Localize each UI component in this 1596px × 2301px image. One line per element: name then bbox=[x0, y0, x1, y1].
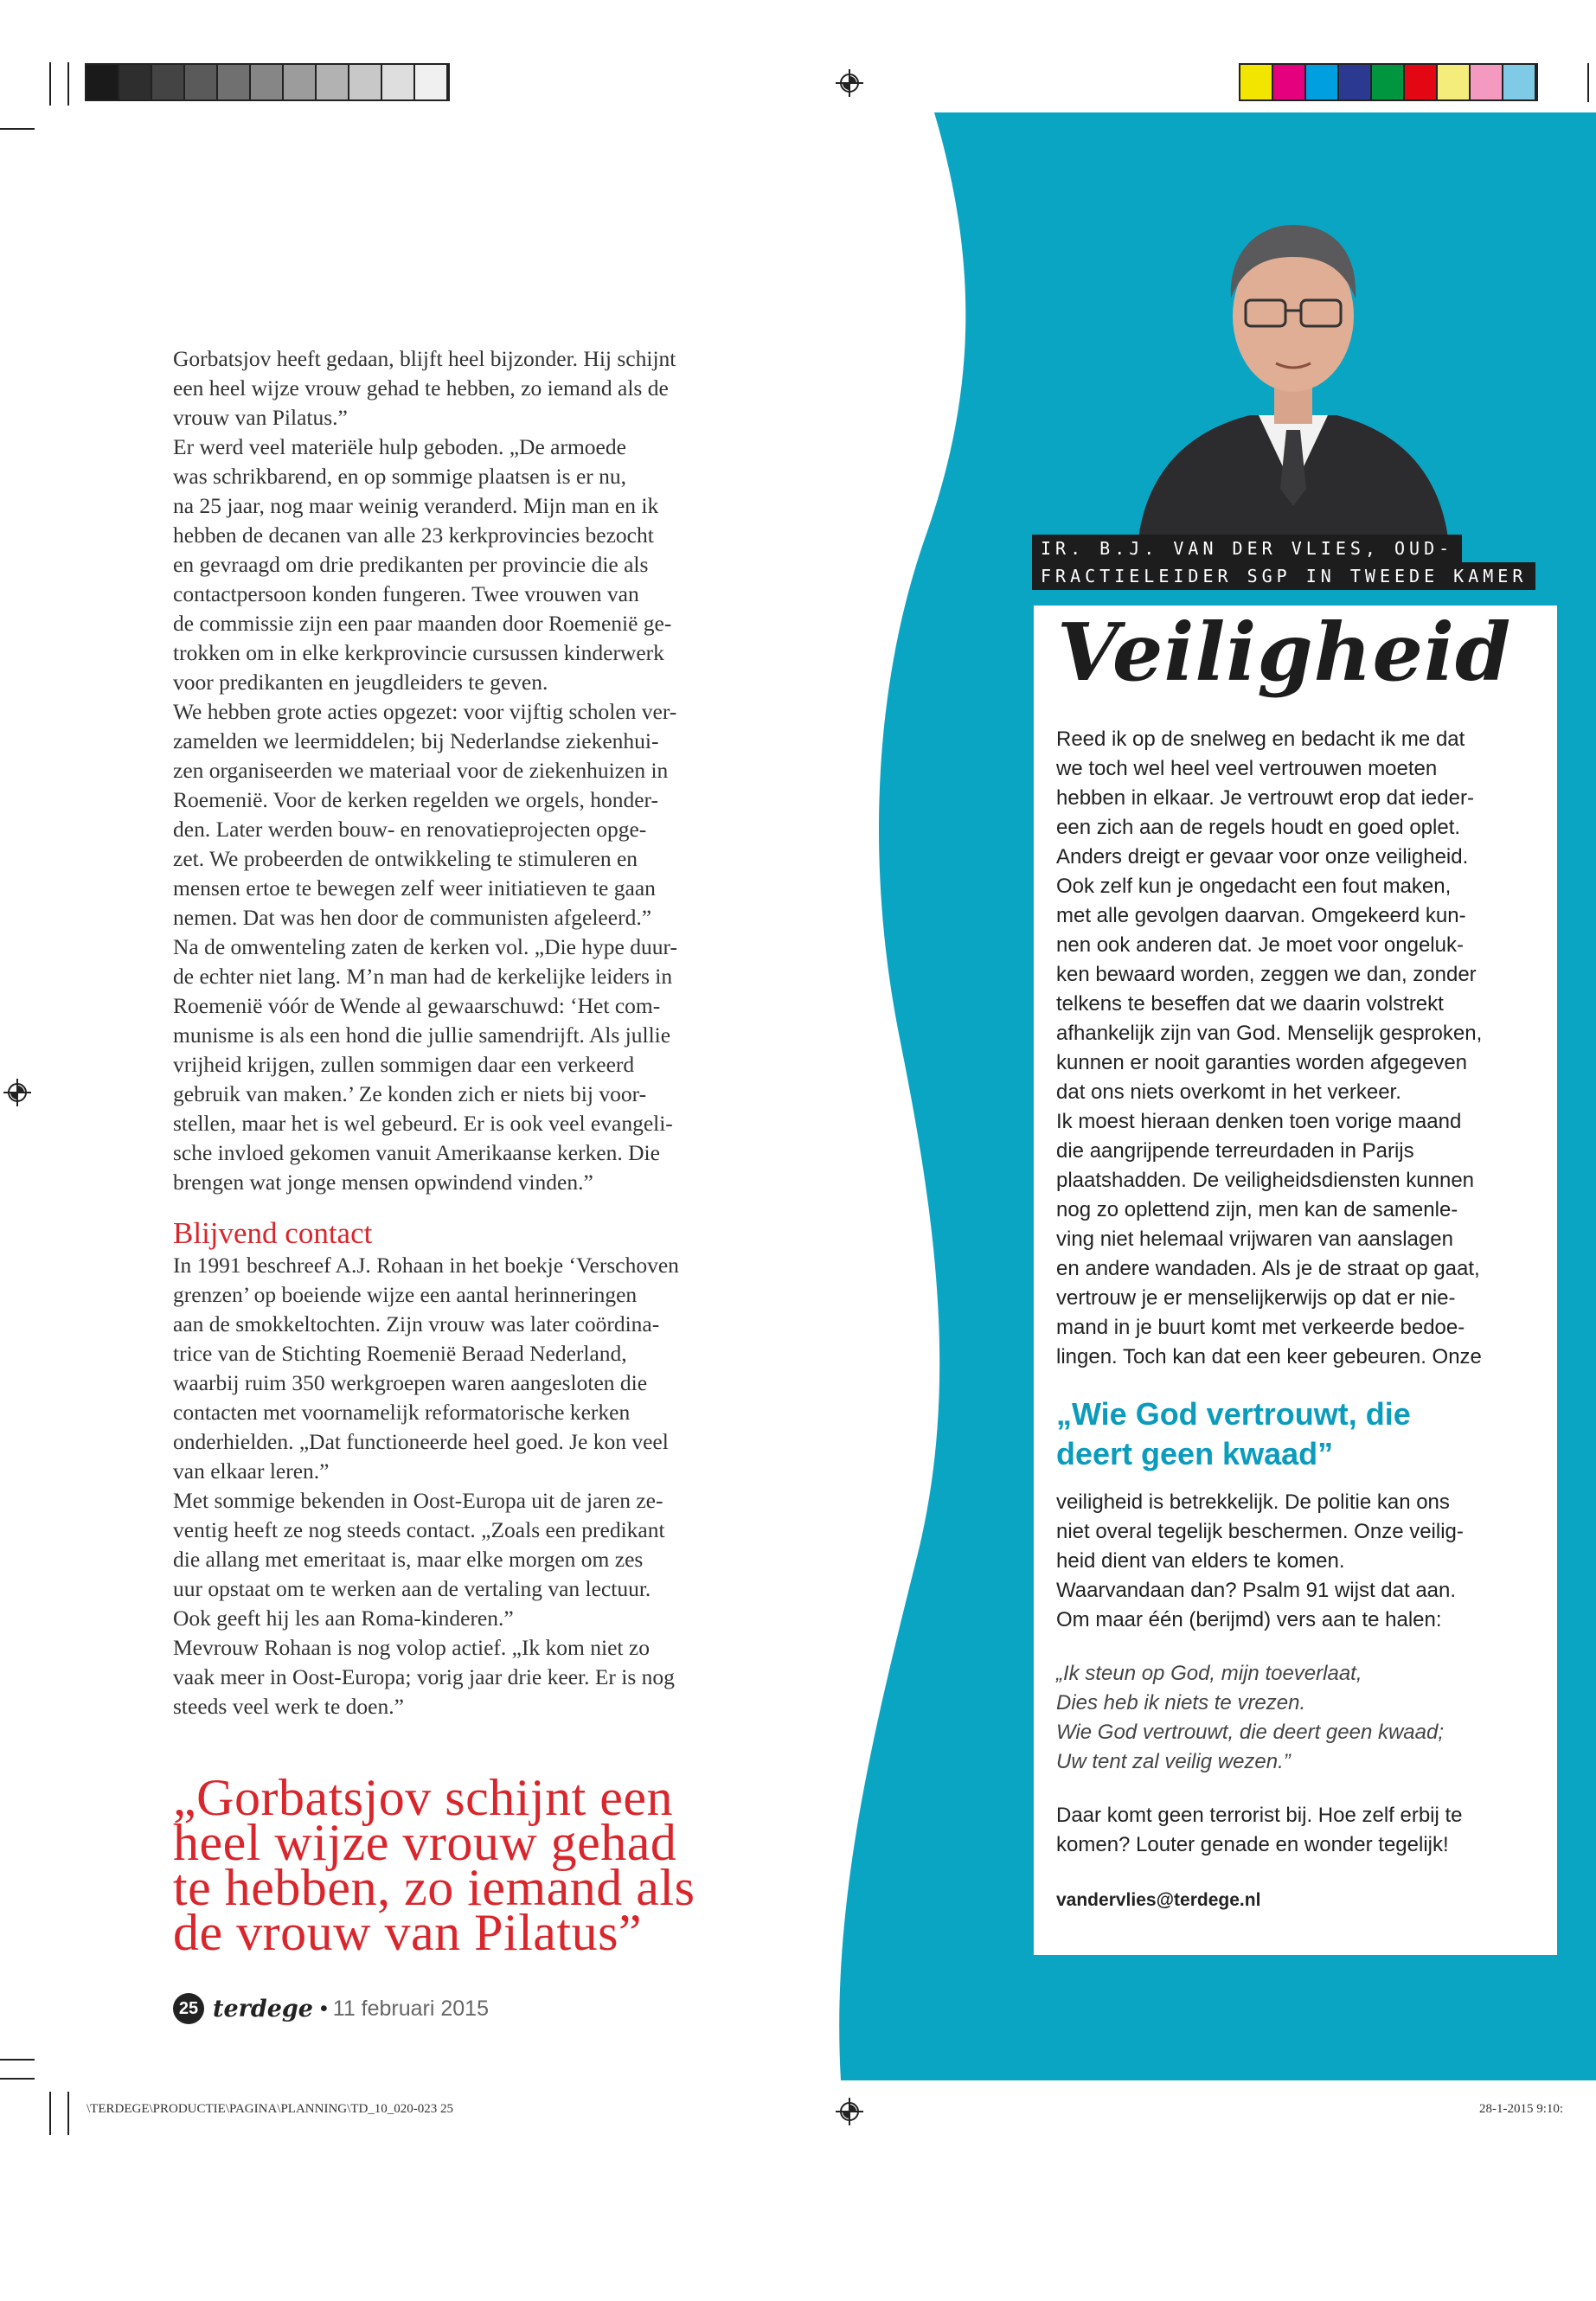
column-paragraph: Reed ik op de snelweg en bedacht ik me dat we toch wel heel veel vertrouwen moeten hebben in elkaar. Je vertrouwt erop dat ieder- een zich aan de regels houdt en goed oplet. Anders dreigt er gevaar voor onze veiligheid. Ook zelf kun je ongedacht een fout maken, met alle gevolgen daarvan. Omgekeerd kun- nen ook anderen dat. Je moet voor ongeluk- ken bewaard worden, zeggen we dan, zonder telkens te beseffen dat we daarin volstrekt afhankelijk zijn van God. Menselijk gesproken, kunnen er nooit garanties worden afgegeven dat ons niets overkomt in het verkeer. bbox=[1056, 727, 1483, 1104]
article-paragraph: Na de omwenteling zaten de kerken vol. „Die hype duur- de echter niet lang. M’n man had de kerkelijke leiders in Roemenië vóór de Wende al gewaarschuwd: ‘Het com- munisme is als een hond die jullie samendrijft. Als jullie vrijheid krijgen, zullen sommigen daar een verkeerd gebruik van maken.’ Ze konden zich er niets bij voor- stellen, maar het is wel gebeurd. Er is ook veel evangeli- sche invloed gekomen vanuit Amerikaanse kerken. Die brengen wat jonge mensen opwindend vinden.” bbox=[173, 934, 677, 1195]
author-portrait bbox=[1129, 203, 1458, 545]
column-paragraph: veiligheid is betrekkelijk. De politie kan ons niet overal tegelijk beschermen. Onze veilig- heid dient van elders te komen. Waarvandaan dan? Psalm 91 wijst dat aan. Om maar één (berijmd) vers aan te halen: bbox=[1056, 1490, 1464, 1631]
column-paragraph: Ik moest hieraan denken toen vorige maand die aangrijpende terreurdaden in Parijs plaatshadden. De veiligheidsdiensten kunnen nog zo oplettend zijn, men kan de samenle- ving niet helemaal vrijwaren van aanslagen en andere wandaden. Als je de straat op gaat, vertrouw je er menselijkerwijs op dat er nie- mand in je buurt komt met verkeerde bedoe- lingen. Toch kan dat een keer gebeuren. Onze bbox=[1056, 1110, 1482, 1368]
article-paragraph: In 1991 beschreef A.J. Rohaan in het boekje ‘Verschoven grenzen’ op boeiende wijze een aantal herinneringen aan de smokkeltochten. Zijn vrouw was later coördina- trice van de Stichting Roemenië Beraad Nederland, waarbij ruim 350 werkgroepen waren aangesloten die contacten met voornamelijk reformatorische kerken onderhielden. „Dat functioneerde heel goed. Je kon veel van elkaar leren.” bbox=[173, 1253, 679, 1484]
issue-date: 11 februari 2015 bbox=[332, 1996, 489, 2021]
bullet-separator: • bbox=[320, 1996, 328, 2021]
article-paragraph: Met sommige bekenden in Oost-Europa uit de jaren ze- ventig heeft ze nog steeds contact. „Zoals een predikant die allang met emeritaat is, maar elke morgen om zes uur opstaat om te werken aan de vertaling van lectuur. Ook geeft hij les aan Roma-kinderen.” bbox=[173, 1488, 665, 1631]
section-subheading: Blijvend contact bbox=[173, 1216, 373, 1250]
production-slug-timestamp: 28-1-2015 9:10: bbox=[1479, 2102, 1564, 2116]
page-number: 25 bbox=[173, 1993, 204, 2024]
article-pull-quote: „Gorbatsjov schijnt een heel wijze vrouw gehad te hebben, zo iemand als de vrouw van Pilatus” bbox=[173, 1769, 695, 1961]
author-caption-line-2: FRACTIELEIDER SGP IN TWEEDE KAMER bbox=[1032, 562, 1535, 590]
column-paragraph: Daar komt geen terrorist bij. Hoe zelf erbij te komen? Louter genade en wonder tegelijk! bbox=[1056, 1804, 1463, 1856]
article-body bbox=[173, 344, 735, 1721]
column-title: Veiligheid bbox=[1057, 606, 1512, 699]
author-email-link[interactable]: vandervlies@terdege.nl bbox=[1056, 1890, 1261, 1910]
article-paragraph: Mevrouw Rohaan is nog volop actief. „Ik kom niet zo vaak meer in Oost-Europa; vorig jaar drie keer. Er is nog steeds veel werk te doen.” bbox=[173, 1635, 675, 1719]
production-slug-path: \TERDEGE\PRODUCTIE\PAGINA\PLANNING\TD_10_020-023 25 bbox=[87, 2102, 454, 2116]
author-caption-line-1: IR. B.J. VAN DER VLIES, OUD- bbox=[1032, 535, 1462, 562]
column-body-part-2 bbox=[1056, 1488, 1554, 1915]
page-footer bbox=[173, 1991, 489, 2026]
column-pull-quote: „Wie God vertrouwt, die deert geen kwaad” bbox=[1056, 1396, 1411, 1471]
psalm-verse: „Ik steun op God, mijn toeverlaat, Dies heb ik niets te vrezen. Wie God vertrouwt, die deert geen kwaad; Uw tent zal veilig wezen.” bbox=[1056, 1662, 1445, 1773]
magazine-logo: terdege bbox=[213, 1995, 313, 2022]
article-paragraph: Er werd veel materiële hulp geboden. „De armoede was schrikbarend, en op sommige plaatsen is er nu, na 25 jaar, nog maar weinig veranderd. Mijn man en ik hebben de decanen van alle 23 kerkprovincies bezocht en gevraagd om drie predikanten per provincie die als contactpersoon konden fungeren. Twee vrouwen van de commissie zijn een paar maanden door Roemenië ge- trokken om in elke kerkprovincie cursussen kinderwerk voor predikanten en jeugdleiders te geven. bbox=[173, 434, 672, 695]
article-paragraph: Gorbatsjov heeft gedaan, blijft heel bijzonder. Hij schijnt een heel wijze vrouw gehad te hebben, zo iemand als de vrouw van Pilatus.” bbox=[173, 346, 676, 430]
column-body-part-1 bbox=[1056, 725, 1554, 1372]
article-paragraph: We hebben grote acties opgezet: voor vijftig scholen ver- zamelden we leermiddelen; bij Nederlandse ziekenhui- zen organiseerden we materiaal voor de ziekenhuizen in Roemenië. Voor de kerken regelden we orgels, honder- den. Later werden bouw- en renovatieprojecten opge- zet. We probeerden de ontwikkeling te stimuleren en mensen ertoe te bewegen zelf weer initiatieven te gaan nemen. Dat was hen door de communisten afgeleerd.” bbox=[173, 699, 677, 930]
